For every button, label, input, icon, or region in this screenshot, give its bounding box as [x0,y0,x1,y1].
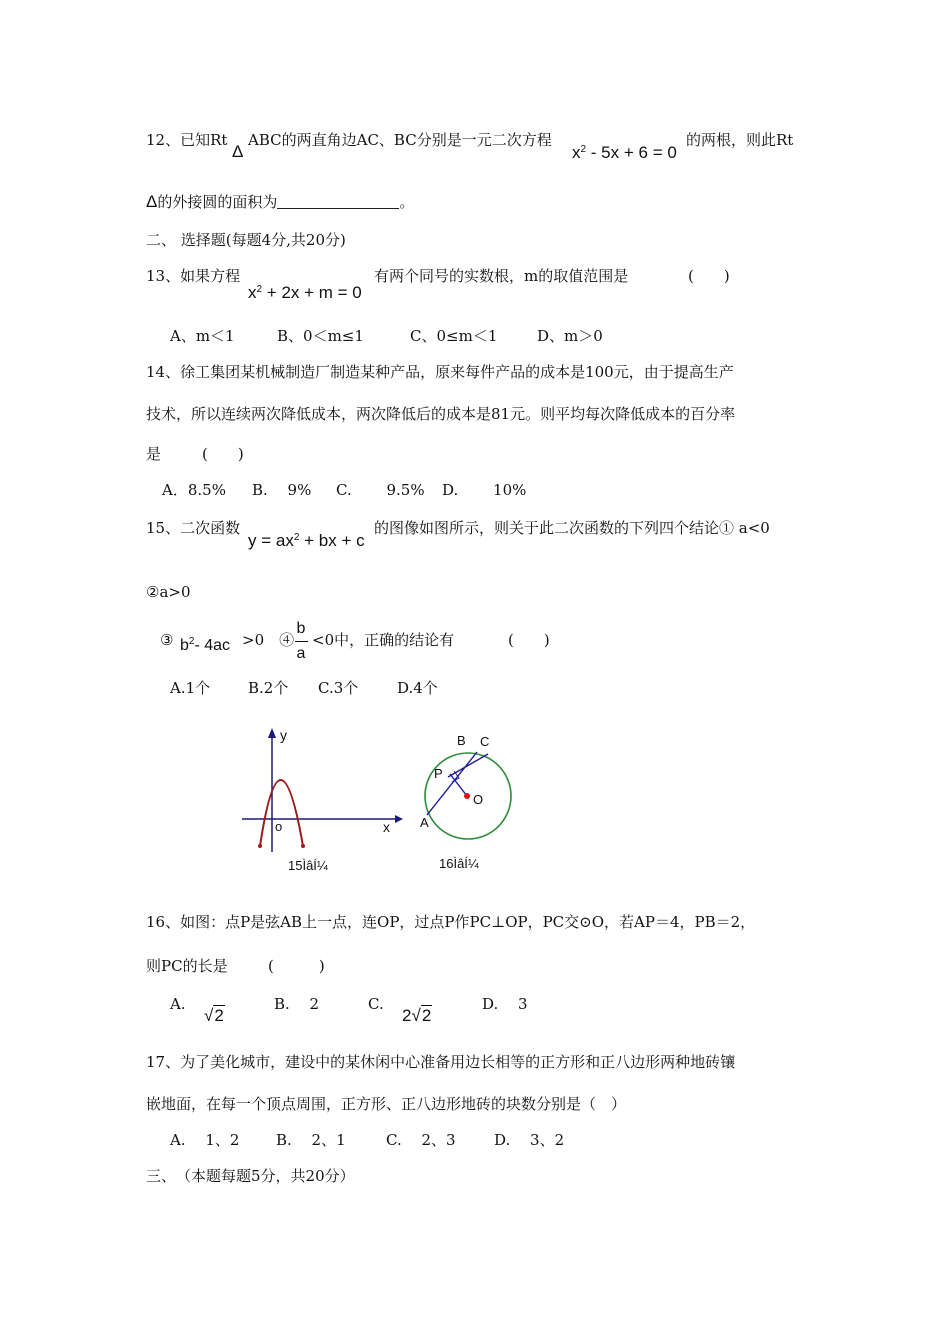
c3-b: b [180,637,189,654]
q16-option-b: B. 2 [274,995,320,1013]
q13-option-b: B、0＜m≤1 [277,327,364,345]
eq-rest: + 2x + m = 0 [266,283,362,302]
label-a: A [420,815,429,830]
q12-part2 [248,130,552,150]
q12-line2-text: 的外接圆的面积为 [157,193,278,211]
eq-exp: 2 [256,284,263,295]
q14-paren: ( ) [202,445,244,463]
q15-option-a: A.1个 [170,679,211,697]
q17-option-d: D. 3、2 [494,1131,565,1149]
q12-part2-text: ABC的两直角边AC、BC分别是一元二次方程 [248,131,552,149]
eq-exp: 2 [580,144,587,155]
fraction-bar [295,641,308,642]
delta-symbol: Δ [146,192,158,211]
q13-option-c: C、0≤m＜1 [410,327,498,345]
q12-end: 。 [399,193,415,211]
q16-option-c-label: C. [368,995,384,1013]
figure-15-caption: 15ÌâÍ¼ [288,858,328,872]
y-axis-label: y [280,727,287,743]
q15-prefix: 15、二次函数 [146,519,241,537]
fraction-denominator: a [296,645,306,662]
figure-16-caption: 16ÌâÍ¼ [439,856,479,871]
sqrt-symbol: √ [411,1006,421,1025]
q13-paren: ( ) [688,267,730,285]
figure-15-parabola [230,722,410,872]
radicand: 2 [214,1006,224,1025]
coefficient: 2 [402,1006,412,1025]
q12-part3 [686,130,793,150]
label-c: C [480,734,490,749]
c3-exp: 2 [188,636,195,647]
q15-option-c: C.3个 [318,679,359,697]
parabola-curve [260,780,303,846]
section2-title: 二、 选择题(每题4分,共20分) [146,231,346,249]
q14-line1: 14、徐工集团某机械制造厂制造某种产品，原来每件产品的成本是100元，由于提高生产 [146,363,734,381]
q16-option-a-label: A. [170,995,186,1013]
q15-option-b: B.2个 [248,679,289,697]
label-p: P [434,766,443,781]
q15-c3-suffix: >0 ④ [242,631,295,649]
x-axis-label: x [383,819,390,835]
q12-line1 [146,130,227,150]
q16-paren: ( ) [268,957,325,975]
label-o: O [473,792,484,807]
delta-symbol: Δ [232,142,244,161]
q17-line1: 17、为了美化城市，建设中的某休闲中心准备用边长相等的正方形和正八边形两种地砖镶 [146,1053,736,1071]
q17-option-a: A. 1、2 [170,1131,240,1149]
section3-title: 三、 （本题每题5分，共20分） [146,1167,355,1185]
q15-c3-expr [180,632,230,656]
q13-equation [248,280,362,303]
q15-c4-suffix: <0中，正确的结论有 [312,631,455,649]
q12-part1: 12、已知Rt [146,131,228,149]
c3-rest: - 4ac [194,637,231,654]
q13-option-d: D、m＞0 [537,327,603,345]
q17-option-b: B. 2、1 [276,1131,346,1149]
q16-line1: 16、如图：点P是弦AB上一点，连OP，过点P作PC⊥OP，PC交⊙O，若AP＝4，PB＝2， [146,913,756,931]
q15-line2: ②a>0 [146,583,191,601]
label-b: B [457,733,466,748]
q16-line2: 则PC的长是 [146,957,228,975]
figure-16-circle [410,722,530,872]
right-angle-mark [452,771,459,782]
answer-blank[interactable] [277,194,399,209]
eq-exp: 2 [293,532,300,543]
q17-line2: 嵌地面，在每一个顶点周围，正方形、正八边形地砖的块数分别是（ ） [146,1095,627,1113]
x-axis-arrow [395,815,403,823]
eq-rest: + bx + c [304,531,365,550]
q12-part3-text: 的两根，则此Rt [686,131,794,149]
q14-option-d: D. 10% [442,481,527,499]
eq-rest: - 5x + 6 = 0 [590,143,677,162]
q15-paren: ( ) [508,631,550,649]
q14-line3: 是 [146,445,162,463]
q16-option-d: D. 3 [482,995,528,1013]
q14-option-a: A．8.5% [162,481,226,499]
origin-label: o [275,819,283,834]
q12-equation [572,140,677,163]
center-point-o [464,793,470,799]
q12-line2 [146,192,414,212]
q16-option-c-sqrt [402,1006,432,1026]
q15-equation [248,528,365,551]
q13-suffix: 有两个同号的实数根，m的取值范围是 [374,267,629,285]
eq-var: x [248,283,257,302]
curve-endpoint-right [301,844,305,848]
q15-suffix: 的图像如图所示，则关于此二次函数的下列四个结论① a<0 [374,519,770,537]
q12-delta [232,142,243,162]
q15-c3-prefix: ③ [160,631,174,649]
chord-ab [427,752,477,815]
eq-y: y = ax [248,531,294,550]
eq-var: x [572,143,581,162]
q16-option-a-sqrt [204,1006,225,1026]
q13-option-a: A、m＜1 [170,327,235,345]
sqrt-symbol: √ [204,1006,214,1025]
q13-prefix: 13、如果方程 [146,267,241,285]
q14-line2: 技术，所以连续两次降低成本，两次降低后的成本是81元。则平均每次降低成本的百分率 [146,405,736,423]
fraction-numerator: b [296,620,306,637]
segment-pc [448,754,488,777]
q15-option-d: D.4个 [397,679,438,697]
y-axis-arrow [268,728,276,738]
q14-option-c: C. 9.5% [336,481,425,499]
radicand: 2 [421,1006,432,1025]
q17-option-c: C. 2、3 [386,1131,456,1149]
curve-endpoint-left [258,844,262,848]
q14-option-b: B. 9% [252,481,312,499]
